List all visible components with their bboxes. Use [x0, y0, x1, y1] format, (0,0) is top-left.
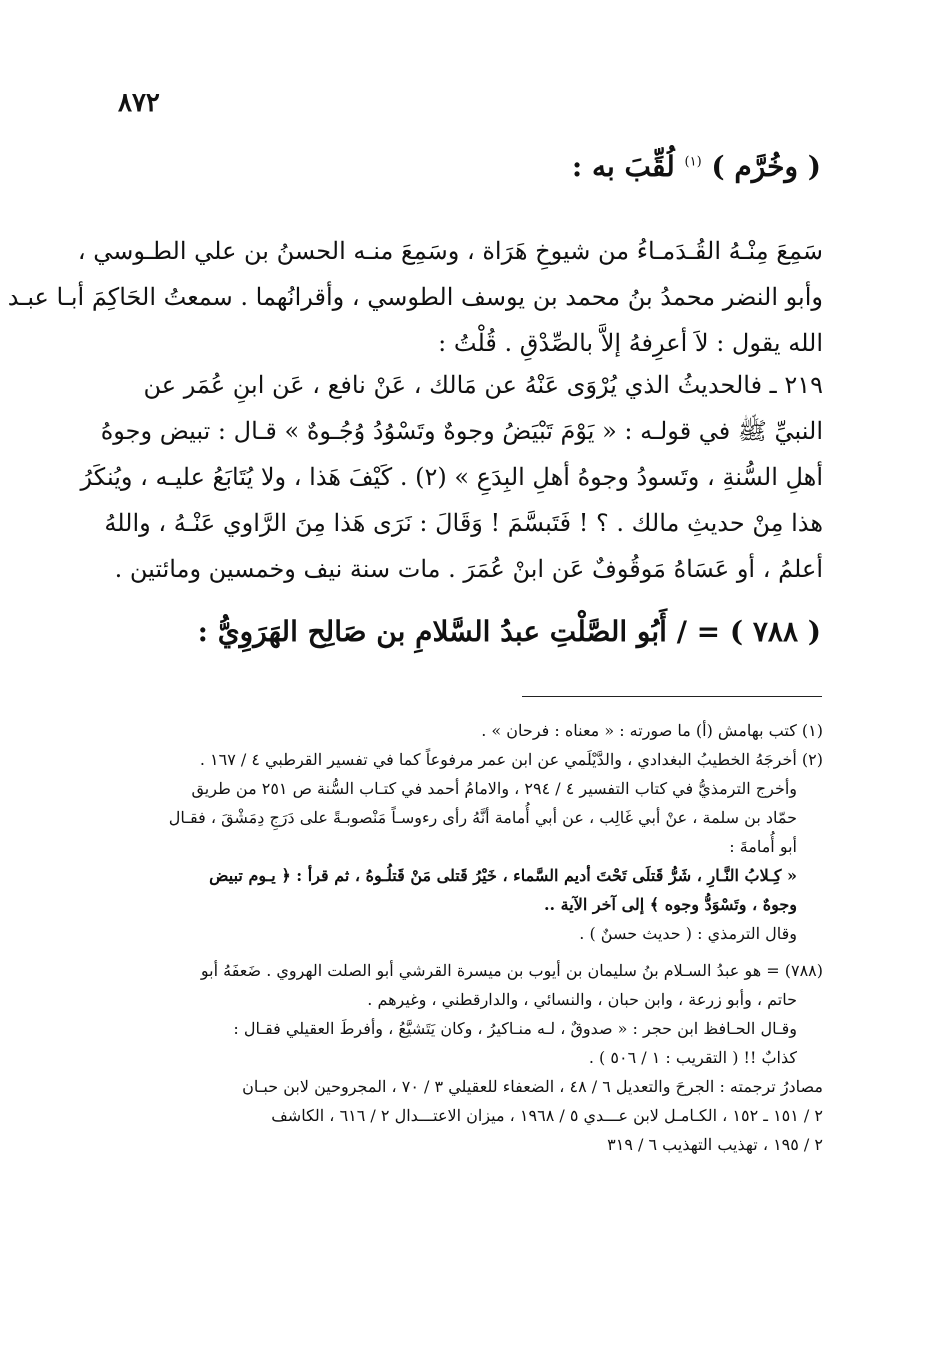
footnote-quote: وجوهٌ ، وتَسْوَدُّ وجوه ﴾ إلى آخر الآية ..	[543, 895, 797, 914]
heading-name: ( وخُرَّم )	[711, 150, 821, 183]
footnote-line: أبو أُمامةَ :	[729, 837, 797, 856]
heading-tail: لُقِّبَ به :	[571, 150, 675, 183]
text-line: أعلمُ ، أو عَسَاهُ مَوقُوفٌ عَن ابنْ عُمَرَ . مات سنة نيف وخمسين ومائتين .	[114, 555, 823, 583]
text-line: النبيِّ ﷺ في قولـه : « يَوْمَ تَبْيَضُ وجوهٌ وتَسْوُدُ وُجُـوهٌ » قـال : تبيض وجوهُ	[100, 417, 823, 445]
footnote-2: (٢) أخرجَهُ الخطيبُ البغدادي ، والدَّيْلَمي عن ابن عمر مرفوعاً كما في تفسير القرطبي ٤ / ١٦٧ .	[199, 750, 823, 769]
text-line: سَمِعَ مِنْـهُ القُـدَمـاءُ من شيوخِ هَرَاة ، وسَمِعَ منـه الحسنُ بن علي الطـوسي ،	[77, 237, 823, 265]
footnote-line: ٢ / ١٥١ ـ ١٥٢ ، الكـامـل لابن عـــدي ٥ / ١٩٦٨ ، ميزان الاعتـــدال ٢ / ٦١٦ ، الكاشف	[271, 1106, 823, 1125]
text-line: هذا مِنْ حديثِ مالك . ؟ ! فَتَبسَّمَ ! وَقَالَ : نَرَى هَذا مِنَ الرَّاوي عَنْـهُ ، واللهُ	[104, 509, 823, 537]
footnote-1: (١) كتب بهامش (أ) ما صورته : « معناه : فرحان » .	[481, 721, 823, 740]
footnote-788: (٧٨٨) = هو عبدُ السـلام بنُ سليمان بن أيوب بن ميسرة القرشي أبو الصلت الهروي . ضَعفَهُ أبو	[200, 961, 823, 980]
footnote-line: وقال الترمذي : ( حديث حسنٌ ) .	[579, 924, 797, 943]
paragraph-biography	[7, 228, 823, 366]
entry-heading-788: ( ٧٨٨ ) = / أَبُو الصَّلْتِ عبدُ السَّلامِ بن صَالِح الهَرَوِيُّ :	[197, 615, 821, 648]
footnote-line: حاتم ، وأبو زرعة ، وابن حبان ، والنسائي ، والدارقطني ، وغيرهم .	[367, 990, 797, 1009]
text-line: ٢١٩ ـ فالحديثُ الذي يُرْوَى عَنْهُ عن مَالك ، عَنْ نافع ، عَن ابنِ عُمَر عن	[143, 371, 823, 399]
page-number: ٨٧٢	[118, 88, 160, 118]
entry-heading-khurram	[121, 150, 821, 183]
footnote-line: كذابٌ !! ( التقريب : ١ / ٥٠٦ ) .	[588, 1048, 797, 1067]
footnote-ref: (١)	[684, 154, 702, 170]
paragraph-hadith-219	[80, 362, 823, 592]
footnote-divider	[522, 696, 822, 697]
footnote-line: ٢ / ١٩٥ ، تهذيب التهذيب ٦ / ٣١٩	[607, 1135, 823, 1154]
footnote-line: وقـال الحـافظ ابن حجر : « صدوقٌ ، لـه منـاكيرُ ، وكان يَتَشيَّعُ ، وأفرطَ العقيلي فقـال :	[233, 1019, 797, 1038]
text-line: أهلِ السُّنةِ ، وتَسودُ وجوهُ أهلِ البِدَعِ » (٢) . كَيْفَ هَذا ، ولا يُتَابَعُ عليـه ، ويُنكَرُ	[80, 463, 823, 491]
footnotes	[118, 716, 823, 1159]
footnote-quote: « كِـلابُ النَّـارِ ، شَرُّ قَتلَى تَحْتَ أديم السَّماء ، خَيْرُ قَتلى مَنْ قَتلُـوهُ ، ثم قرأ : ﴿ يـوم تبيض	[209, 866, 797, 885]
text-line: الله يقول : لاَ أعرِفهُ إلاَّ بالصِّدْقِ . قُلْتُ :	[438, 329, 823, 357]
footnote-line: حمّاد بن سلمة ، عنْ أبي غَالِب ، عن أبي أُمامة أنَّهُ رأى رءوسـاً مَنْصوبـةً على دَرَجِ دِمَشْقَ ، فقـال	[168, 808, 797, 827]
text-line: وأبو النضر محمدُ بنُ محمد بن يوسف الطوسي ، وأقرانُهما . سمعتُ الحَاكِمَ أبـا عبـد	[7, 283, 823, 311]
footnote-sources: مصادرُ ترجمته : الجرحَ والتعديل ٦ / ٤٨ ، الضعفاء للعقيلي ٣ / ٧٠ ، المجروحين لابن حبـان	[242, 1077, 823, 1096]
footnote-line: وأخرج الترمذيُّ في كتاب التفسير ٤ / ٢٩٤ ، والامامُ أحمد في كتـاب السُّنة ص ٢٥١ من طريق	[191, 779, 797, 798]
spacer	[118, 948, 823, 956]
